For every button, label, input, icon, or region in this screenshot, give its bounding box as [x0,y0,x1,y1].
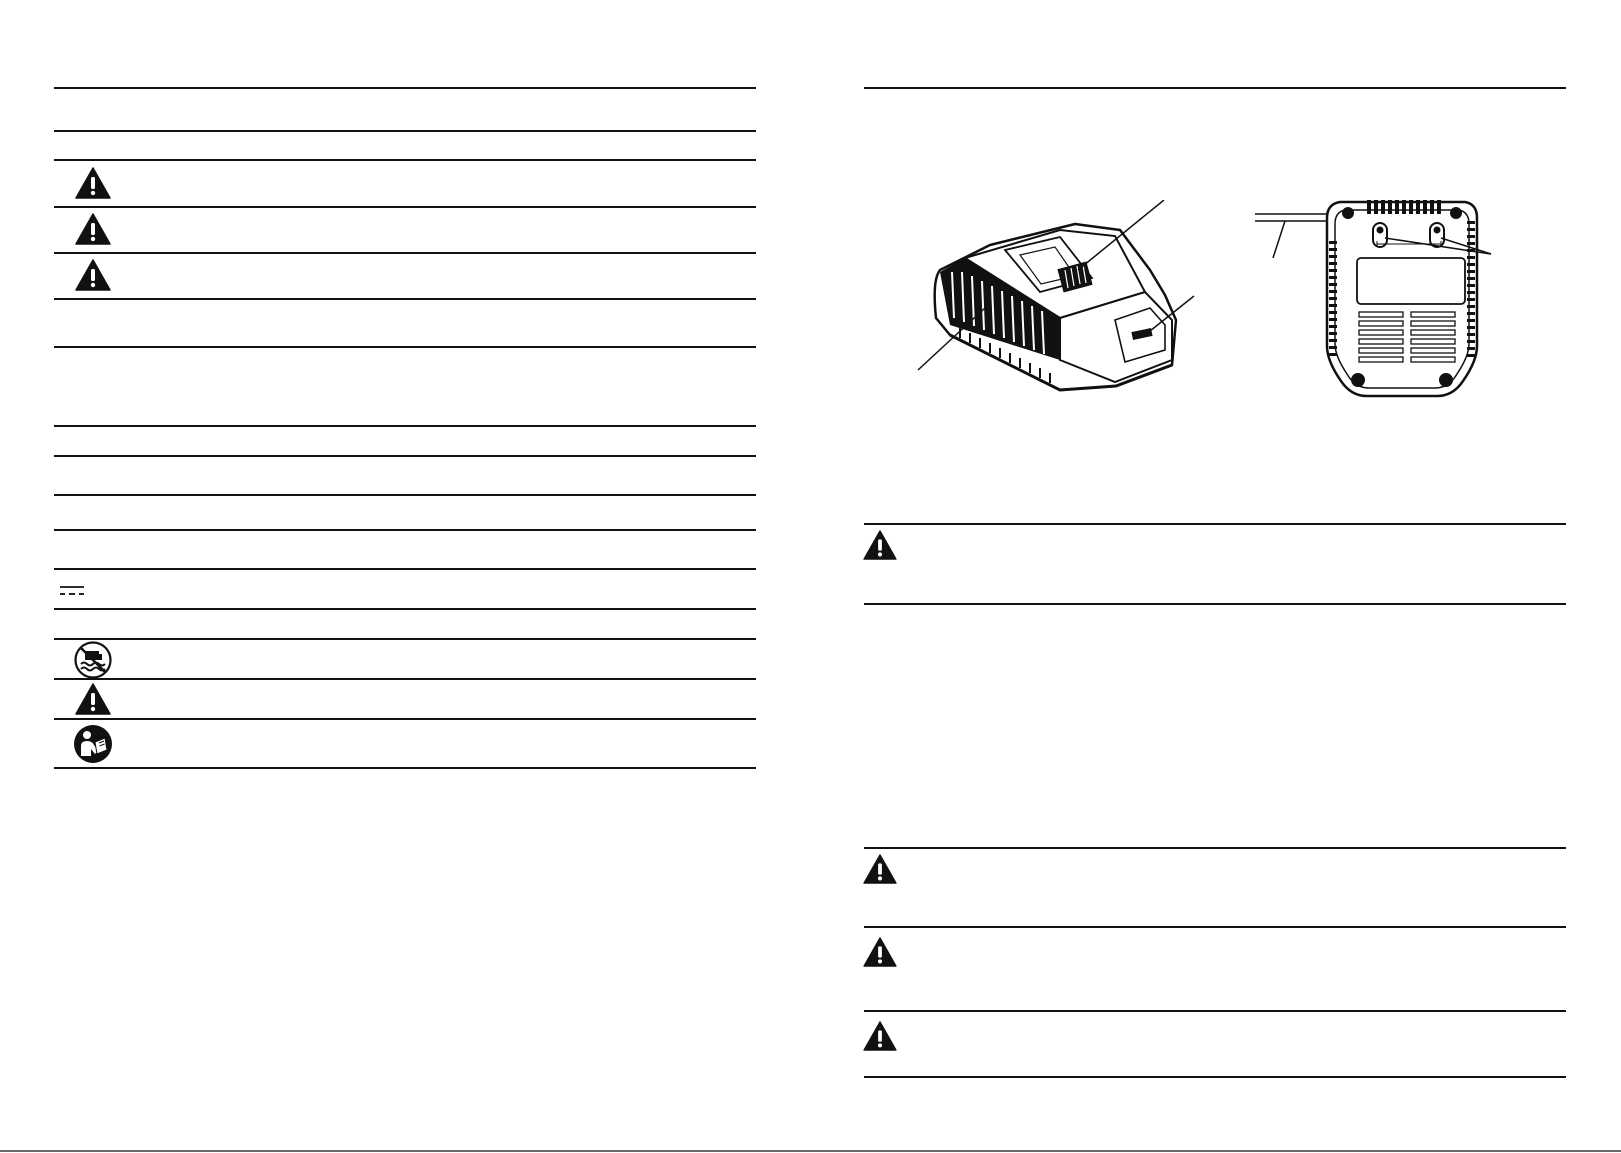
no-water-immersion-icon [74,641,112,679]
warning-triangle-icon [75,167,111,199]
table-rule [54,425,756,427]
table-rule [54,206,756,208]
table-rule [54,159,756,161]
table-rule [54,767,756,769]
table-rule [54,87,756,89]
table-rule [54,568,756,570]
table-rule [54,252,756,254]
section-rule [864,523,1566,525]
read-manual-icon [73,724,113,764]
table-rule [54,529,756,531]
table-rule [54,346,756,348]
warning-triangle-icon [75,259,111,291]
table-rule [54,455,756,457]
charger-perspective-figure [910,200,1200,405]
table-rule [54,718,756,720]
warning-triangle-icon [863,854,897,884]
table-rule [54,494,756,496]
warning-triangle-icon [863,937,897,967]
table-rule [54,608,756,610]
table-rule [54,298,756,300]
page-bottom-edge [0,1150,1621,1152]
table-rule [54,678,756,680]
charger-underside-figure [1255,196,1510,416]
table-rule [54,130,756,132]
section-rule [864,847,1566,849]
warning-triangle-icon [75,213,111,245]
warning-triangle-icon [863,1021,897,1051]
warning-triangle-icon [863,530,897,560]
section-rule [864,603,1566,605]
section-rule [864,87,1566,89]
warning-triangle-icon [75,683,111,715]
table-rule [54,638,756,640]
section-rule [864,1076,1566,1078]
section-rule [864,926,1566,928]
direct-current-icon [59,585,85,597]
section-rule [864,1010,1566,1012]
